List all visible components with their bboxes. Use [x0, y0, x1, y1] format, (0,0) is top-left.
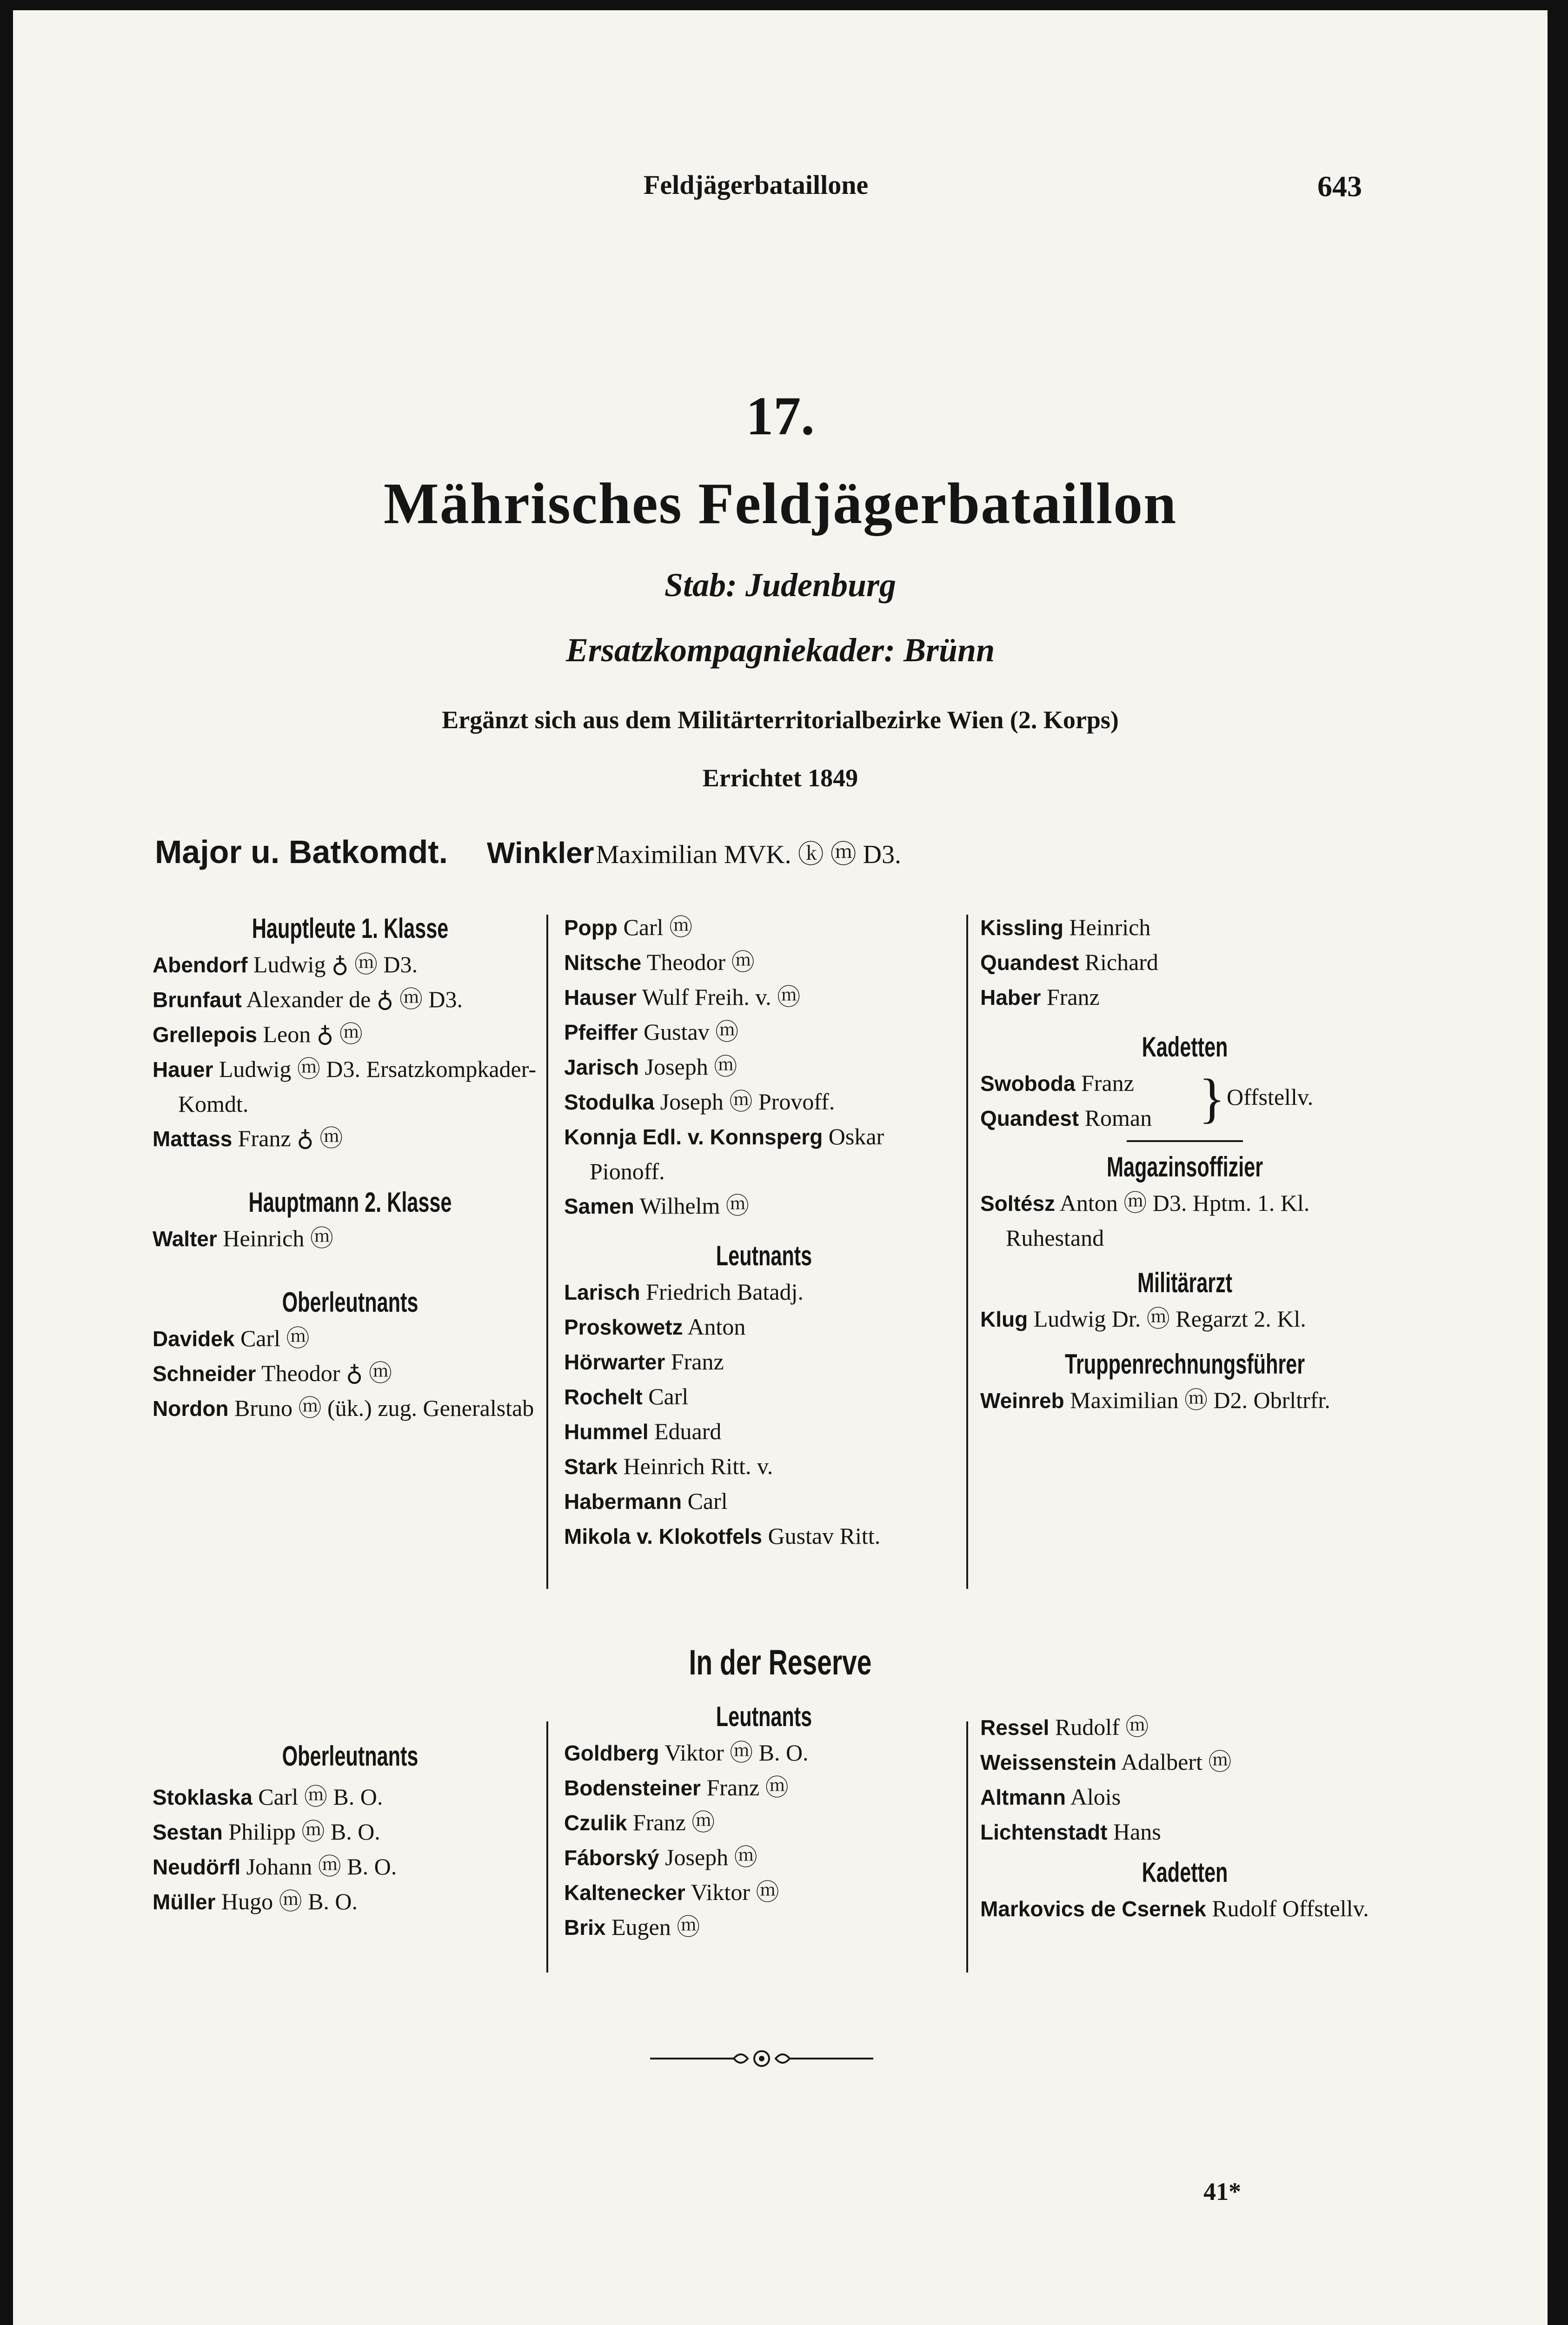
person-details: Carl ⓜ [623, 914, 693, 940]
person-details: Carl ⓜ [240, 1325, 310, 1351]
heading-hauptleute: Hauptleute 1. Klasse [252, 913, 449, 944]
list-item [564, 1119, 964, 1189]
list-item [564, 1309, 964, 1344]
column-divider [966, 1721, 968, 1973]
person-details: Wilhelm ⓜ [639, 1193, 749, 1219]
person-surname: Lichtenstadt [980, 1820, 1108, 1844]
list-item [980, 1745, 1389, 1780]
heading-hauptmann-2: Hauptmann 2. Klasse [248, 1187, 452, 1218]
list-item [153, 1017, 548, 1052]
list-item [153, 1052, 548, 1121]
column-3 [980, 910, 1389, 1418]
list-item [564, 1840, 964, 1875]
heading-militaerarzt: Militärarzt [1137, 1267, 1233, 1298]
list-item [153, 947, 548, 982]
errichtet-line: Errichtet 1849 [702, 764, 858, 792]
reserve-column-1 [153, 1738, 548, 1919]
person-surname: Pfeiffer [564, 1020, 638, 1044]
list-item [980, 1302, 1389, 1336]
person-details: Ludwig Dr. ⓜ Regarzt 2. Kl. [1033, 1306, 1306, 1332]
column-2 [564, 910, 964, 1554]
person-surname: Stoklaska [153, 1785, 252, 1809]
person-details: Adalbert ⓜ [1121, 1749, 1232, 1775]
list-kadetten [980, 1066, 1203, 1136]
person-surname: Kissling [980, 916, 1063, 940]
running-title: Feldjägerbataillone [644, 170, 869, 200]
person-details: Joseph ⓜ [665, 1844, 757, 1870]
list-item [980, 1814, 1389, 1849]
person-surname: Fáborský [564, 1846, 659, 1870]
person-surname: Kaltenecker [564, 1880, 685, 1905]
person-details: Wulf Freih. v. ⓜ [642, 984, 801, 1010]
reserve-list-leutnants [564, 1735, 964, 1945]
person-details: Oskar Pionoff. [590, 1123, 884, 1184]
person-details: Hans [1113, 1819, 1161, 1845]
list-item [153, 1780, 548, 1814]
list-item [153, 1849, 548, 1884]
person-details: Eugen ⓜ [611, 1914, 700, 1940]
list-item [153, 1814, 548, 1849]
person-surname: Haber [980, 985, 1041, 1010]
person-details: Gustav Ritt. [768, 1523, 881, 1549]
reserve-list-oberleutnants [153, 1780, 548, 1919]
commander-name: Winkler [487, 836, 594, 870]
list-leutnants [564, 1275, 964, 1554]
list-item [564, 1015, 964, 1050]
person-surname: Rochelt [564, 1385, 643, 1409]
person-details: Richard [1084, 949, 1158, 975]
person-details: Anton ⓜ D3. Hptm. 1. Kl. Ruhestand [1006, 1190, 1310, 1251]
heading-truppen: Truppenrechnungsführer [1064, 1348, 1305, 1380]
person-details: Franz ⓜ [632, 1809, 715, 1835]
kadetten-group [980, 1066, 1389, 1136]
person-surname: Schneider [153, 1362, 256, 1386]
person-details: Anton [687, 1314, 746, 1340]
ersatz-line: Ersatzkompagniekader: Brünn [565, 631, 995, 669]
person-surname: Walter [153, 1227, 217, 1251]
list-item [153, 1121, 548, 1156]
person-surname: Weissenstein [980, 1750, 1117, 1774]
commander-label: Major u. Batkomdt. [155, 834, 448, 870]
person-details: Carl [648, 1383, 689, 1409]
person-surname: Konnja Edl. v. Konnsperg [564, 1125, 823, 1149]
list-item [564, 910, 964, 945]
person-details: Maximilian ⓜ D2. Obrltrfr. [1070, 1387, 1330, 1413]
list-hauptmann-2 [153, 1221, 548, 1256]
person-surname: Habermann [564, 1489, 682, 1514]
person-surname: Grellepois [153, 1023, 257, 1047]
list-item [564, 1770, 964, 1805]
person-surname: Hauer [153, 1057, 213, 1082]
reserve-heading-oberleutnants: Oberleutnants [282, 1740, 419, 1772]
person-details: Franz [1081, 1070, 1134, 1096]
list-item [564, 1189, 964, 1223]
person-details: Joseph ⓜ [644, 1054, 737, 1080]
person-details: Gustav ⓜ [643, 1019, 739, 1045]
person-surname: Abendorf [153, 953, 248, 977]
list-item [980, 1101, 1203, 1136]
column-1 [153, 910, 548, 1426]
person-surname: Klug [980, 1307, 1028, 1331]
list-item [564, 1275, 964, 1309]
page-number: 643 [1317, 170, 1362, 203]
commander-details: Maximilian MVK. ⓚ ⓜ D3. [596, 840, 902, 869]
list-truppen [980, 1383, 1389, 1418]
list-item [980, 980, 1389, 1015]
battalion-number: 17. [746, 385, 815, 446]
person-surname: Nordon [153, 1396, 229, 1421]
list-item [153, 1221, 548, 1256]
list-item [153, 1356, 548, 1391]
list-hauptleute-cont [564, 910, 964, 1223]
person-details: Leon ♁ ⓜ [263, 1021, 363, 1047]
person-details: Friedrich Batadj. [646, 1279, 804, 1305]
person-surname: Mikola v. Klokotfels [564, 1524, 763, 1548]
person-surname: Quandest [980, 1106, 1079, 1130]
brace: } [1199, 1068, 1225, 1129]
person-details: Hugo ⓜ B. O. [221, 1888, 358, 1914]
person-details: Heinrich Ritt. v. [623, 1453, 773, 1479]
list-item [564, 1084, 964, 1119]
person-details: Franz ⓜ [706, 1774, 789, 1800]
person-surname: Jarisch [564, 1055, 639, 1079]
person-surname: Hummel [564, 1420, 649, 1444]
person-details: Roman [1084, 1105, 1152, 1131]
list-item [564, 1344, 964, 1379]
ergaenzt-line: Ergänzt sich aus dem Militärterritorialbezirke Wien (2. Korps) [442, 706, 1119, 734]
person-surname: Brix [564, 1915, 606, 1940]
person-details: Carl [687, 1488, 728, 1514]
person-surname: Stodulka [564, 1090, 655, 1114]
person-details: Eduard [654, 1418, 722, 1444]
list-item [980, 945, 1389, 980]
person-surname: Ressel [980, 1715, 1050, 1740]
person-details: Heinrich [1069, 914, 1151, 940]
person-details: Theodor ♁ ⓜ [261, 1360, 392, 1386]
list-item [980, 1891, 1389, 1926]
list-item [980, 1186, 1389, 1255]
reserve-column-3 [980, 1710, 1389, 1926]
person-details: Viktor ⓜ [691, 1879, 779, 1905]
list-item [153, 982, 548, 1017]
person-details: Heinrich ⓜ [223, 1225, 333, 1251]
reserve-list-leutnants-cont [980, 1710, 1389, 1849]
list-item [153, 1321, 548, 1356]
person-surname: Hauser [564, 985, 637, 1010]
person-surname: Nitsche [564, 950, 642, 975]
list-hauptleute [153, 947, 548, 1156]
person-details: Philipp ⓜ B. O. [228, 1819, 380, 1845]
person-surname: Goldberg [564, 1741, 659, 1765]
person-surname: Davidek [153, 1327, 235, 1351]
list-item [980, 910, 1389, 945]
person-surname: Mattass [153, 1127, 233, 1151]
person-details: Franz [671, 1348, 724, 1375]
list-leutnants-cont [980, 910, 1389, 1015]
person-surname: Quandest [980, 950, 1079, 975]
person-details: Joseph ⓜ Provoff. [660, 1089, 835, 1115]
heading-kadetten: Kadetten [1142, 1031, 1228, 1063]
person-surname: Proskowetz [564, 1315, 683, 1339]
list-item [564, 1875, 964, 1910]
list-oberleutnants [153, 1321, 548, 1426]
reserve-column-2 [564, 1698, 964, 1945]
person-surname: Sestan [153, 1820, 223, 1844]
column-divider [546, 915, 548, 1589]
reserve-list-kadetten [980, 1891, 1389, 1926]
person-details: Johann ⓜ B. O. [246, 1853, 397, 1880]
person-surname: Müller [153, 1890, 216, 1914]
person-details: Franz [1046, 984, 1100, 1010]
person-details: Rudolf Offstellv. [1212, 1895, 1369, 1921]
person-surname: Brunfaut [153, 988, 242, 1012]
list-item [564, 1805, 964, 1840]
signature-mark: 41* [1203, 2178, 1241, 2205]
person-surname: Stark [564, 1455, 618, 1479]
reserve-heading-leutnants: Leutnants [716, 1701, 812, 1732]
list-militaerarzt [980, 1302, 1389, 1336]
person-details: Viktor ⓜ B. O. [664, 1740, 809, 1766]
person-surname: Popp [564, 916, 618, 940]
list-item [564, 945, 964, 980]
person-surname: Hörwarter [564, 1350, 665, 1374]
list-item [564, 1050, 964, 1084]
person-surname: Czulik [564, 1811, 627, 1835]
list-item [564, 1449, 964, 1484]
list-item [564, 1519, 964, 1554]
list-item [980, 1383, 1389, 1418]
list-item [564, 1910, 964, 1945]
list-item [564, 1735, 964, 1770]
column-divider [966, 915, 968, 1589]
page [13, 10, 1548, 2325]
person-details: Rudolf ⓜ [1055, 1714, 1149, 1740]
heading-oberleutnants: Oberleutnants [282, 1287, 419, 1318]
person-surname: Altmann [980, 1785, 1066, 1809]
person-details: Ludwig ⓜ D3. Ersatzkompkader-Komdt. [178, 1056, 537, 1117]
person-surname: Markovics de Csernek [980, 1897, 1206, 1921]
page-title: Mährisches Feldjägerbataillon [383, 472, 1177, 536]
list-item [980, 1780, 1389, 1814]
ornament-divider [650, 2045, 873, 2073]
commander-line [155, 833, 901, 871]
person-surname: Bodensteiner [564, 1776, 701, 1800]
person-details: Ludwig ♁ ⓜ D3. [253, 951, 418, 977]
list-item [564, 1414, 964, 1449]
list-item [564, 980, 964, 1015]
list-item [153, 1391, 548, 1426]
list-item [564, 1379, 964, 1414]
heading-leutnants: Leutnants [716, 1240, 812, 1271]
reserve-heading-kadetten: Kadetten [1142, 1857, 1228, 1888]
person-details: Carl ⓜ B. O. [258, 1784, 383, 1810]
person-details: Alexander de ♁ ⓜ D3. [246, 986, 463, 1012]
kadetten-note: Offstellv. [1227, 1084, 1314, 1110]
list-item [980, 1066, 1203, 1101]
person-details: Bruno ⓜ (ük.) zug. Generalstab [234, 1395, 534, 1421]
divider-rule [1127, 1140, 1243, 1142]
person-surname: Weinreb [980, 1388, 1064, 1413]
reserve-heading: In der Reserve [689, 1643, 872, 1682]
person-details: Franz ♁ ⓜ [238, 1125, 343, 1151]
list-item [153, 1884, 548, 1919]
person-details: Theodor ⓜ [646, 949, 755, 975]
list-magazin [980, 1186, 1389, 1255]
person-surname: Larisch [564, 1280, 640, 1304]
list-item [564, 1484, 964, 1519]
person-surname: Swoboda [980, 1071, 1076, 1096]
stab-line: Stab: Judenburg [664, 566, 897, 604]
person-details: Alois [1070, 1784, 1121, 1810]
heading-magazin: Magazinsoffizier [1106, 1151, 1263, 1182]
list-item [980, 1710, 1389, 1745]
person-surname: Samen [564, 1194, 634, 1218]
column-divider [546, 1721, 548, 1973]
person-surname: Soltész [980, 1191, 1056, 1216]
person-surname: Neudörfl [153, 1855, 241, 1879]
